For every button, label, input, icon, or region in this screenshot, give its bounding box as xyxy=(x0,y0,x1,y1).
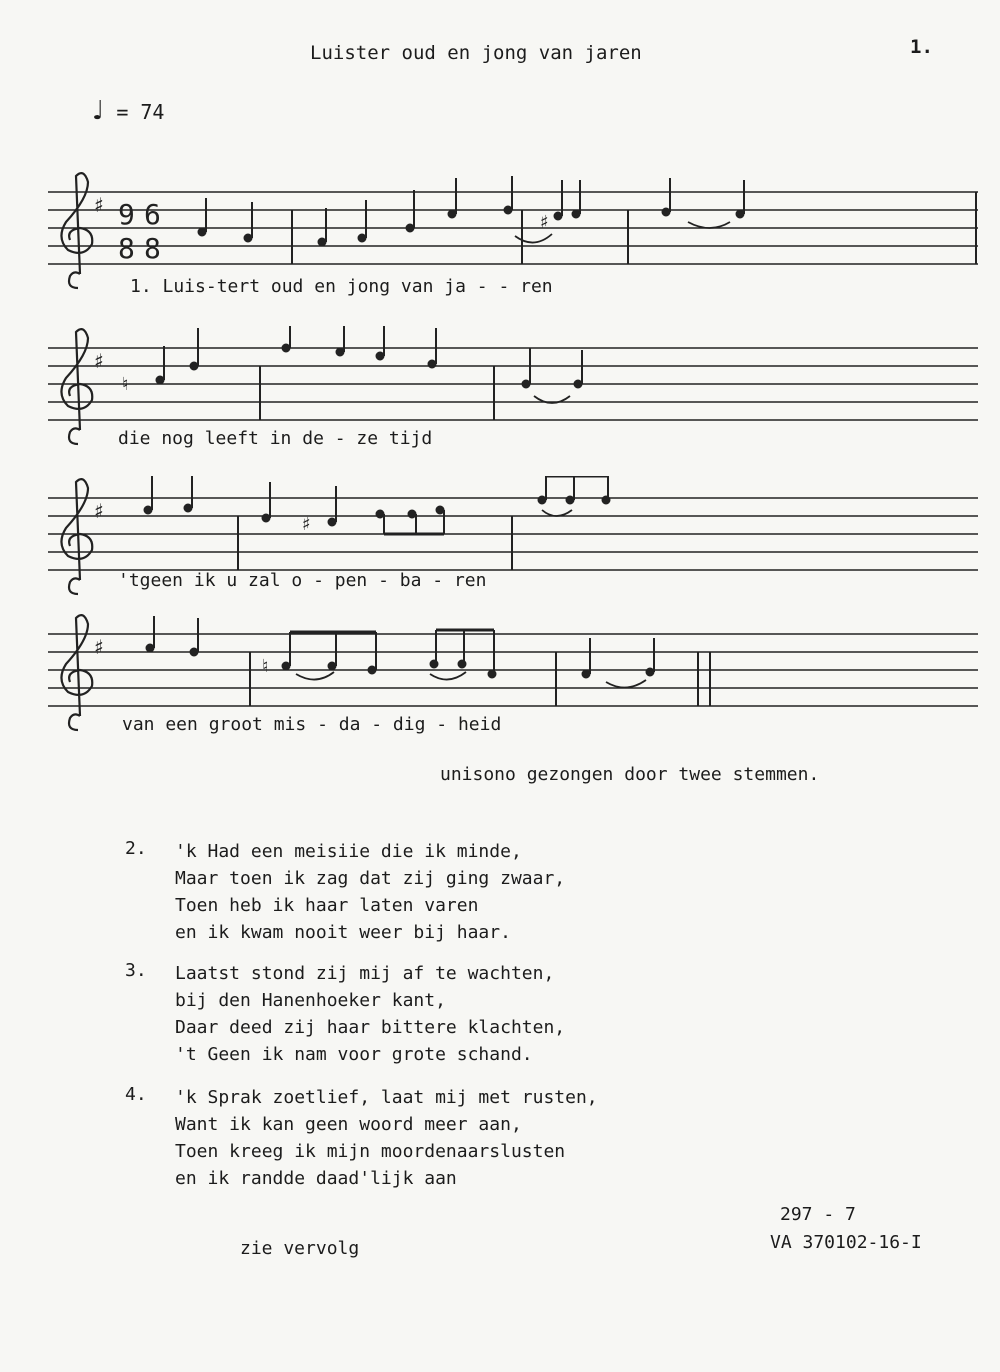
verse-line: en ik kwam nooit weer bij haar. xyxy=(175,922,511,943)
svg-text:8: 8 xyxy=(144,232,161,265)
verse-number: 3. xyxy=(125,960,147,981)
staff-4-lyrics: van een groot mis - da - dig - heid xyxy=(122,714,502,735)
staff-2-lyrics: die nog leeft in de - ze tijd xyxy=(118,428,433,449)
treble-clef-icon xyxy=(61,173,92,288)
music-staff-2 xyxy=(0,326,1000,476)
verse-line: Toen heb ik haar laten varen xyxy=(175,895,479,916)
svg-text:♮: ♮ xyxy=(262,656,269,677)
verse-line: 't Geen ik nam voor grote schand. xyxy=(175,1044,533,1065)
treble-clef-icon xyxy=(61,615,92,730)
treble-clef-icon xyxy=(61,479,92,594)
svg-text:♮: ♮ xyxy=(122,374,129,395)
verse-line: Laatst stond zij mij af te wachten, xyxy=(175,963,555,984)
verse-line: en ik randde daad'lijk aan xyxy=(175,1168,457,1189)
svg-text:6: 6 xyxy=(144,198,161,231)
verse-number: 4. xyxy=(125,1084,147,1105)
continued-note: zie vervolg xyxy=(240,1238,360,1259)
music-staff-4 xyxy=(0,612,1000,762)
verse-line: Daar deed zij haar bittere klachten, xyxy=(175,1017,566,1038)
svg-text:♯: ♯ xyxy=(94,193,104,217)
svg-text:♯: ♯ xyxy=(94,349,104,373)
svg-text:9: 9 xyxy=(118,198,135,231)
svg-text:8: 8 xyxy=(118,232,135,265)
svg-text:♯: ♯ xyxy=(94,635,104,659)
svg-text:♯: ♯ xyxy=(94,499,104,523)
verse-line: 'k Had een meisiie die ik minde, xyxy=(175,841,522,862)
song-title: Luister oud en jong van jaren xyxy=(310,42,642,64)
tempo-marking xyxy=(92,96,164,126)
verse-line: bij den Hanenhoeker kant, xyxy=(175,990,446,1011)
treble-clef-icon xyxy=(61,329,92,444)
verse-line: Toen kreeg ik mijn moordenaarslusten xyxy=(175,1141,566,1162)
performance-note: unisono gezongen door twee stemmen. xyxy=(440,764,820,785)
archive-code: VA 370102-16-I xyxy=(770,1232,922,1253)
verse-line: Maar toen ik zag dat zij ging zwaar, xyxy=(175,868,566,889)
music-staff-3 xyxy=(0,476,1000,626)
staff-1-lyrics: 1. Luis-tert oud en jong van ja - - ren xyxy=(130,276,553,297)
half-note-icon: ♩ xyxy=(92,96,105,126)
svg-text:♯: ♯ xyxy=(302,514,311,535)
tempo-value: = 74 xyxy=(116,100,165,124)
verse-line: Want ik kan geen woord meer aan, xyxy=(175,1114,522,1135)
verse-number: 2. xyxy=(125,838,147,859)
page-number: 1. xyxy=(910,36,933,58)
music-staff-1 xyxy=(0,170,1000,320)
reference-number: 297 - 7 xyxy=(780,1204,856,1225)
svg-text:♯: ♯ xyxy=(540,212,549,233)
verse-line: 'k Sprak zoetlief, laat mij met rusten, xyxy=(175,1087,598,1108)
staff-3-lyrics: 'tgeen ik u zal o - pen - ba - ren xyxy=(118,570,487,591)
